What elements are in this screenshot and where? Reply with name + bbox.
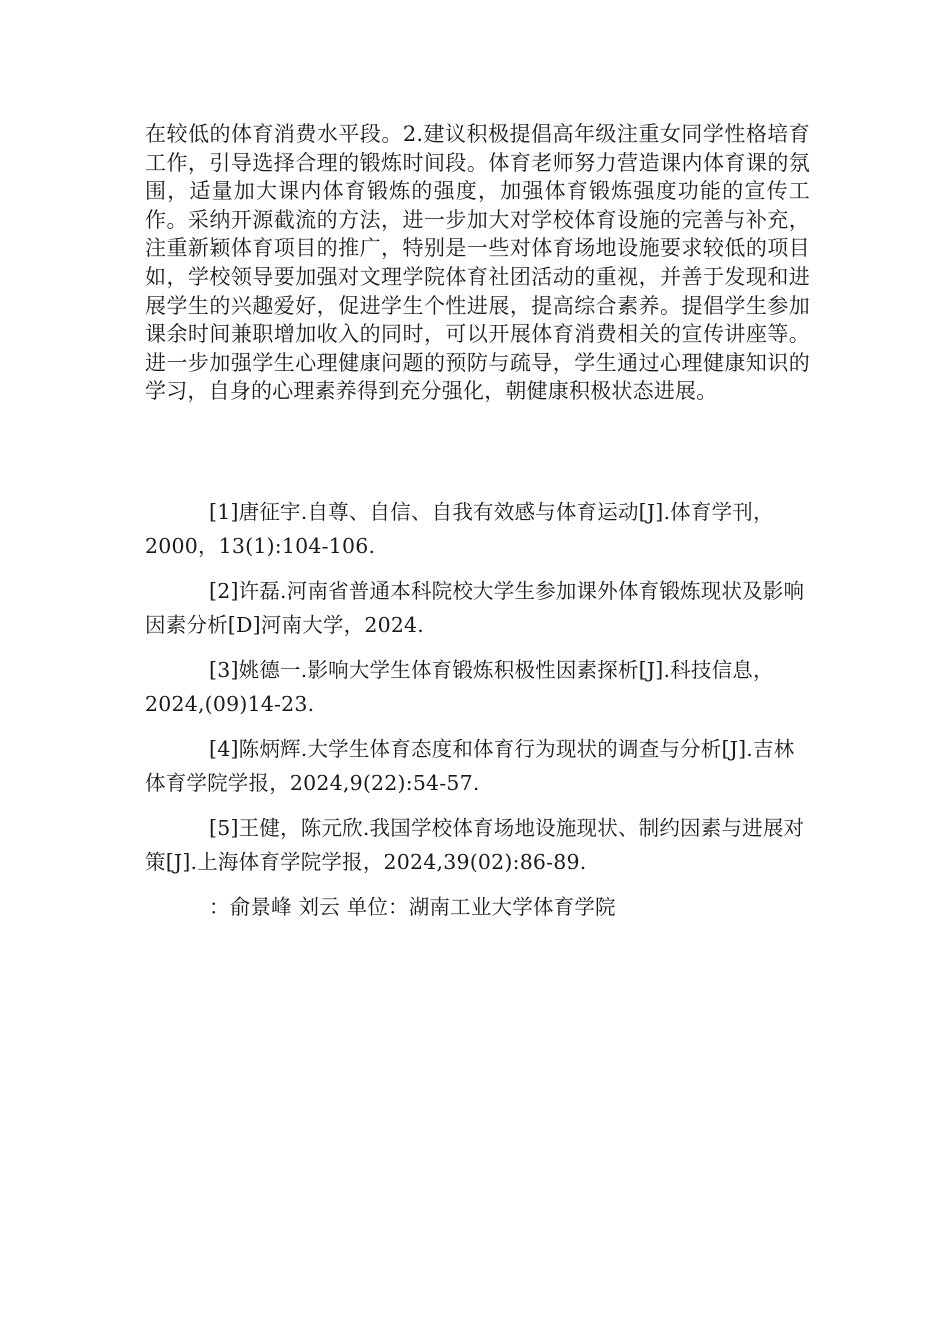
body-paragraph: 在较低的体育消费水平段。2.建议积极提倡高年级注重女同学性格培育工作，引导选择合理的锻炼时间段。体育老师努力营造课内体育课的氛围，适量加大课内体育锻炼的强度，加强体育锻炼强度功能的宣传工作。采纳开源截流的方法，进一步加大对学校体育设施的完善与补充，注重新颖体育项目的推广，特别是一些对体育场地设施要求较低的项目如，学校领导要加强对文理学院体育社团活动的重视，并善于发现和进展学生的兴趣爱好，促进学生个性进展，提高综合素养。提倡学生参加课余时间兼职增加收入的同时，可以开展体育消费相关的宣传讲座等。进一步加强学生心理健康问题的预防与疏导，学生通过心理健康知识的学习，自身的心理素养得到充分强化，朝健康积极状态进展。 — [145, 122, 810, 404]
reference-item-5: [5]王健，陈元欣.我国学校体育场地设施现状、制约因素与进展对策[J].上海体育学院学报，2024,39(02):86-89. — [145, 816, 805, 874]
reference-item-4: [4]陈炳辉.大学生体育态度和体育行为现状的调查与分析[J].吉林体育学院学报，2024,9(22):54-57. — [145, 737, 795, 795]
reference-item-3: [3]姚德一.影响大学生体育锻炼积极性因素探析[J].科技信息，2024,(09)14-23. — [145, 658, 774, 716]
author-affiliation: ：俞景峰 刘云 单位：湖南工业大学体育学院 — [209, 895, 616, 919]
reference-item-2: [2]许磊.河南省普通本科院校大学生参加课外体育锻炼现状及影响因素分析[D]河南大学，2024. — [145, 579, 805, 637]
reference-item-1: [1]唐征宇.自尊、自信、自我有效感与体育运动[J].体育学刊，2000，13(1):104-106. — [145, 500, 774, 558]
references-list — [145, 495, 810, 924]
